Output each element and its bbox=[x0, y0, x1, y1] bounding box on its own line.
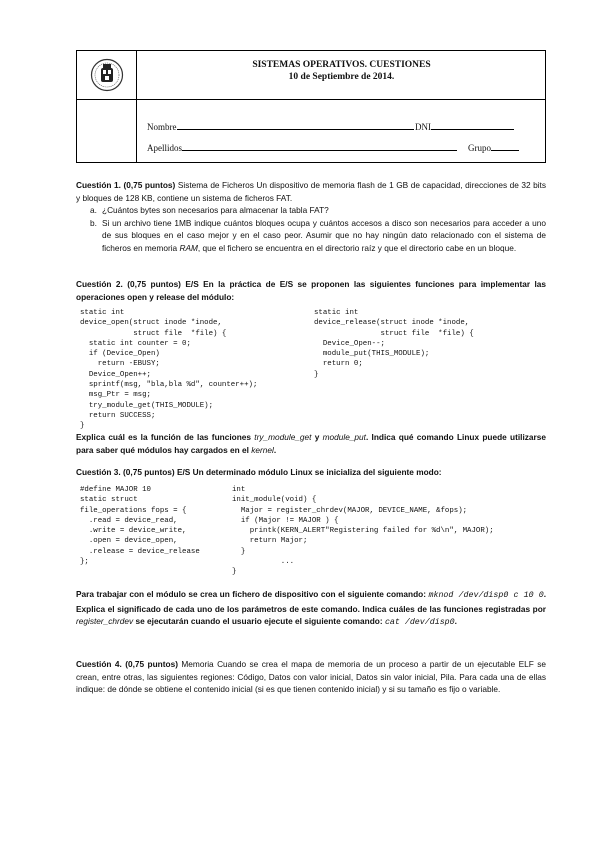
divider bbox=[77, 99, 545, 100]
q2-question: Explica cuál es la función de las funciones try_module_get y module_put. Indica qué comando Linux puede utilizarse para saber qué módulos hay cargados en el kernel. bbox=[76, 432, 546, 455]
apellidos-field[interactable] bbox=[182, 141, 457, 151]
q1-text: Sistema de Ficheros Un dispositivo de memoria flash de 1 GB de capacidad, direcciones de 32 bits y bloques de 128 KB, contiene un sistema de ficheros FAT. bbox=[76, 180, 547, 203]
question-3 bbox=[76, 466, 546, 479]
grupo-label: Grupo bbox=[468, 143, 491, 153]
q3-code-fops: #define MAJOR 10 static struct file_operations fops = { .read = device_read, .write = device_write, .open = device_open, .release = device_release }; bbox=[80, 486, 200, 567]
q2-heading: Cuestión 2. (0,75 puntos) E/S En la práctica de E/S se proponen las siguientes funciones para implementar las operaciones open y release del módulo: bbox=[76, 279, 546, 302]
exam-date: 10 de Septiembre de 2014. bbox=[288, 72, 395, 82]
q1-heading: Cuestión 1. (0,75 puntos) bbox=[76, 180, 176, 190]
exam-title: SISTEMAS OPERATIVOS. CUESTIONES bbox=[252, 60, 431, 70]
q1-item-b: b. Si un archivo tiene 1MB indique cuántos bloques ocupa y cuántos accesos a disco son necesarios para acceder a uno de sus bloques en el caso mejor y en el caso peor. Asumir que no hay ningún dato relacionado con el sistema de ficheros en memoria RAM, que el fichero se encuentra en el directorio raíz y que el directorio cabe en un bloque. bbox=[90, 217, 546, 253]
q3-heading: Cuestión 3. (0,75 puntos) E/S Un determinado módulo Linux se inicializa del siguiente modo: bbox=[76, 467, 442, 477]
header-table bbox=[76, 50, 546, 163]
dni-label: DNI bbox=[415, 122, 431, 132]
question-2 bbox=[76, 278, 546, 303]
nombre-row bbox=[147, 120, 414, 132]
q1-item-a: a. ¿Cuántos bytes son necesarios para almacenar la tabla FAT? bbox=[90, 205, 329, 215]
nombre-field[interactable] bbox=[177, 120, 414, 130]
q2-code-device-release: static int device_release(struct inode *inode, struct file *file) { Device_Open--; module_put(THIS_MODULE); return 0; } bbox=[314, 309, 474, 379]
grupo-field[interactable] bbox=[491, 141, 519, 151]
q2-code-device-open: static int device_open(struct inode *inode, struct file *file) { static int counter = 0; if (Device_Open) return -EBUSY; Device_Open++; sprintf(msg, "bla,bla %d", counter++); msg_Ptr = msg; try_module_get(THIS_MODULE); return SUCCESS; } bbox=[80, 309, 258, 431]
q4-text: Memoria Cuando se crea el mapa de memoria de un proceso a partir de un ejecutable ELF se crean, entre otras, las siguientes regiones: Código, Datos con valor inicial, Datos sin valor inicial, Pila. Para cada una de ellas indique: de dónde se obtiene el contenido inicial (si es que tienen contenido inicial) y si su tamaño es fijo o variable. bbox=[76, 659, 547, 694]
nombre-label: Nombre bbox=[147, 122, 177, 132]
dni-field[interactable] bbox=[431, 120, 514, 130]
q3-code-init-module: int init_module(void) { Major = register_chrdev(MAJOR, DEVICE_NAME, &fops); if (Major != MAJOR ) { printk(KERN_ALERT"Registering failed for %d\n", MAJOR); return Major; } ... } bbox=[232, 486, 494, 577]
apellidos-row bbox=[147, 141, 457, 153]
dni-row bbox=[415, 120, 514, 132]
question-1 bbox=[76, 179, 546, 254]
apellidos-label: Apellidos bbox=[147, 143, 182, 153]
university-seal-icon bbox=[90, 58, 124, 92]
q3-question: Para trabajar con el módulo se crea un fichero de dispositivo con el siguiente comando: mknod /dev/disp0 c 10 0. Explica el significado de cada uno de los parámetros de este comando. Indica cuáles de las funciones registradas por register_chrdev se ejecutarán cuando el usuario ejecute el siguiente comando: cat /dev/disp0. bbox=[76, 589, 546, 627]
question-4 bbox=[76, 658, 546, 696]
grupo-row bbox=[468, 141, 519, 153]
q4-heading: Cuestión 4. (0,75 puntos) bbox=[76, 659, 178, 669]
